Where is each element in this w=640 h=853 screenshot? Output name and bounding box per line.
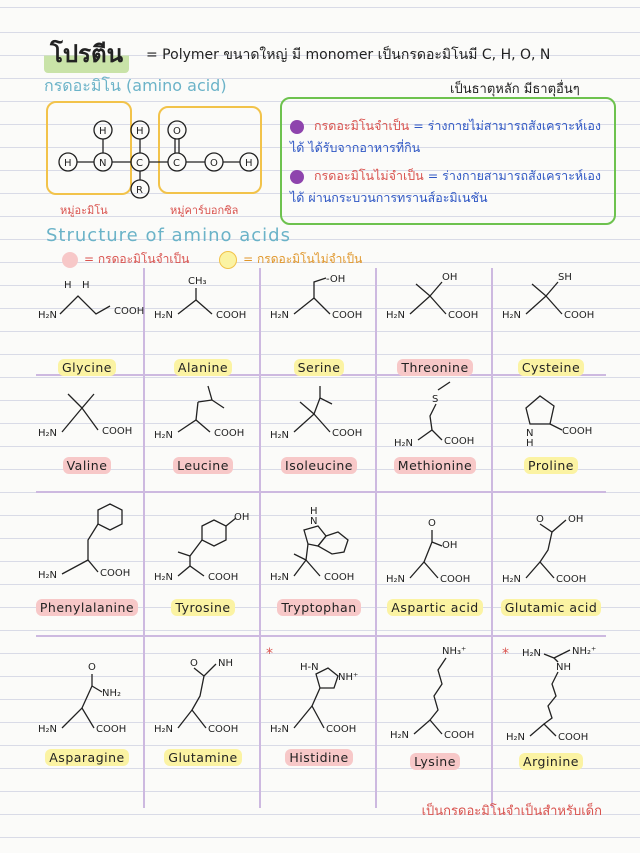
- aspartic-acid-structure: [380, 496, 490, 585]
- svg-text:COOH: COOH: [114, 306, 145, 317]
- svg-text:H: H: [526, 438, 534, 449]
- svg-text:H₂N: H₂N: [502, 310, 522, 321]
- svg-text:H: H: [245, 158, 253, 169]
- amino-acid-cell-alanine: [148, 270, 258, 386]
- svg-text:R: R: [136, 185, 143, 196]
- svg-text:COOH: COOH: [440, 574, 471, 585]
- amino-acid-name: Tyrosine: [148, 600, 258, 615]
- svg-text:O: O: [428, 518, 436, 529]
- amino-acid-name: Serine: [264, 360, 374, 375]
- phenylalanine-structure: [32, 496, 142, 582]
- cysteine-structure: [496, 270, 606, 356]
- svg-text:NH: NH: [556, 662, 571, 673]
- tryptophan-structure: [264, 496, 374, 582]
- svg-text:SH: SH: [558, 272, 572, 283]
- page-title: โปรตีน: [44, 34, 129, 73]
- svg-text:H₂N: H₂N: [390, 730, 410, 741]
- threonine-structure: [380, 270, 490, 356]
- svg-text:H: H: [136, 126, 144, 137]
- svg-text:C: C: [136, 158, 143, 169]
- svg-text:H₂N: H₂N: [386, 574, 406, 585]
- amino-acid-cell-lysine: [380, 640, 490, 769]
- pink-legend-label: = กรดอะมิโนจำเป็น: [84, 252, 190, 266]
- nonessential-meaning: = ร่างกายสามารถสังเคราะห์เองได้ ผ่านกระบวนการทรานส์อะมิเนชัน: [290, 168, 602, 205]
- grid-divider: [375, 268, 377, 808]
- amino-acid-cell-threonine: [380, 270, 490, 386]
- flower-icon: [290, 170, 304, 184]
- isoleucine-structure: [264, 380, 374, 466]
- amino-acid-cell-glutamine: [148, 640, 258, 765]
- amino-acid-cell-methionine: [380, 380, 490, 496]
- protein-definition: = Polymer ขนาดใหญ่ มี monomer เป็นกรดอะมิโนมี C, H, O, N: [146, 47, 551, 63]
- svg-text:H₂N: H₂N: [270, 430, 290, 441]
- svg-text:COOH: COOH: [564, 310, 595, 321]
- protein-definition-continued: เป็นธาตุหลัก มีธาตุอื่นๆ: [450, 82, 580, 97]
- svg-text:H₂N: H₂N: [38, 724, 58, 735]
- amino-acid-cell-proline: [496, 380, 606, 496]
- lysine-structure: [380, 640, 490, 741]
- svg-text:S: S: [432, 394, 439, 405]
- amino-acid-name: Phenylalanine: [32, 600, 142, 615]
- svg-text:OH: OH: [442, 272, 458, 283]
- amino-acid-name: Isoleucine: [264, 458, 374, 473]
- amino-acid-name: Leucine: [148, 458, 258, 473]
- grid-divider: [491, 268, 493, 808]
- svg-text:NH₃⁺: NH₃⁺: [442, 646, 467, 657]
- amino-acid-name: Glutamic acid: [496, 600, 606, 615]
- svg-text:C: C: [173, 158, 180, 169]
- amino-acid-name: Proline: [496, 458, 606, 473]
- amino-acid-name: Alanine: [148, 360, 258, 375]
- carboxyl-group-label: หมู่คาร์บอกซิล: [170, 204, 239, 217]
- amino-acid-name: Methionine: [380, 458, 490, 473]
- amino-acid-name: Cysteine: [496, 360, 606, 375]
- svg-text:H₂N: H₂N: [154, 572, 174, 583]
- svg-text:COOH: COOH: [100, 568, 131, 579]
- svg-text:H₂N: H₂N: [506, 732, 526, 743]
- amino-acid-cell-histidine: [264, 640, 374, 765]
- svg-text:H₂N: H₂N: [38, 310, 58, 321]
- svg-text:H₂N: H₂N: [38, 570, 58, 581]
- pink-legend-dot: [62, 252, 78, 268]
- svg-text:O: O: [210, 158, 218, 169]
- amino-acid-cell-leucine: [148, 380, 258, 496]
- valine-structure: [32, 380, 142, 466]
- svg-text:COOH: COOH: [208, 724, 239, 735]
- svg-text:COOH: COOH: [96, 724, 127, 735]
- svg-text:COOH: COOH: [562, 426, 593, 437]
- amino-acid-heading: กรดอะมิโน (amino acid): [44, 76, 227, 95]
- svg-text:COOH: COOH: [558, 732, 589, 743]
- svg-text:H₂N: H₂N: [502, 574, 522, 585]
- methionine-structure: [380, 380, 490, 466]
- svg-text:H₂N: H₂N: [270, 724, 290, 735]
- svg-text:H₂N: H₂N: [270, 572, 290, 583]
- svg-text:H₂N: H₂N: [522, 648, 542, 659]
- histidine-structure: [264, 640, 374, 735]
- alanine-structure: [148, 270, 258, 356]
- star-marker: *: [266, 646, 273, 662]
- grid-divider: [259, 268, 261, 808]
- svg-text:NH⁺: NH⁺: [338, 672, 359, 683]
- svg-text:COOH: COOH: [444, 730, 475, 741]
- svg-text:H₂N: H₂N: [270, 310, 290, 321]
- svg-text:COOH: COOH: [208, 572, 239, 583]
- asparagine-structure: [32, 640, 142, 735]
- amino-acid-name: Glutamine: [148, 750, 258, 765]
- svg-text:NH: NH: [218, 658, 233, 669]
- svg-text:OH: OH: [568, 514, 584, 525]
- svg-text:H₂N: H₂N: [394, 438, 414, 449]
- amino-acid-cell-aspartic-acid: [380, 496, 490, 615]
- glutamine-structure: [148, 640, 258, 735]
- svg-text:COOH: COOH: [324, 572, 355, 583]
- svg-text:H₂N: H₂N: [154, 724, 174, 735]
- svg-text:H: H: [64, 280, 72, 291]
- amino-acid-cell-glycine: [32, 270, 145, 386]
- svg-text:CH₃: CH₃: [188, 276, 207, 287]
- amino-acid-name: Glycine: [32, 360, 142, 375]
- tyrosine-structure: [148, 496, 258, 582]
- svg-text:H-N: H-N: [300, 662, 319, 673]
- yellow-legend-dot: [219, 251, 237, 269]
- grid-divider: [36, 635, 606, 637]
- svg-text:NH₂: NH₂: [102, 688, 122, 699]
- svg-text:H₂N: H₂N: [386, 310, 406, 321]
- amino-acid-name: Lysine: [380, 754, 490, 769]
- svg-text:H₂N: H₂N: [38, 428, 58, 439]
- amino-acid-cell-serine: [264, 270, 374, 386]
- serine-structure: [264, 270, 374, 356]
- amino-acid-cell-asparagine: [32, 640, 142, 765]
- svg-text:H: H: [310, 506, 318, 517]
- svg-text:H: H: [64, 158, 72, 169]
- svg-text:COOH: COOH: [214, 428, 245, 439]
- amino-acid-cell-cysteine: [496, 270, 606, 386]
- svg-text:O: O: [536, 514, 544, 525]
- svg-text:O: O: [190, 658, 198, 669]
- amino-acid-cell-phenylalanine: [32, 496, 142, 615]
- amino-acid-name: Valine: [32, 458, 142, 473]
- svg-text:COOH: COOH: [216, 310, 247, 321]
- nonessential-definition: [290, 165, 606, 209]
- svg-text:OH: OH: [442, 540, 458, 551]
- star-marker: *: [502, 646, 509, 662]
- flower-icon: [290, 120, 304, 134]
- svg-text:O: O: [88, 662, 96, 673]
- grid-divider: [143, 268, 145, 808]
- svg-text:N: N: [99, 158, 107, 169]
- svg-text:COOH: COOH: [556, 574, 587, 585]
- glutamic-acid-structure: [496, 496, 606, 585]
- arginine-structure: [496, 640, 606, 743]
- amino-acid-cell-isoleucine: [264, 380, 374, 496]
- leucine-structure: [148, 380, 258, 466]
- svg-text:COOH: COOH: [332, 428, 363, 439]
- essential-term: กรดอะมิโนจำเป็น: [313, 118, 410, 133]
- structure-title: Structure of amino acids: [46, 225, 291, 246]
- amino-acid-name: Histidine: [264, 750, 374, 765]
- general-structure-diagram: [50, 112, 264, 200]
- amino-acid-cell-tryptophan: [264, 496, 374, 615]
- nonessential-term: กรดอะมิโนไม่จำเป็น: [313, 168, 424, 183]
- svg-text:COOH: COOH: [332, 310, 363, 321]
- footer-note: เป็นกรดอะมิโนจำเป็นสำหรับเด็ก: [421, 804, 602, 819]
- svg-text:N: N: [526, 428, 534, 439]
- legend: [62, 250, 362, 270]
- glycine-structure: [32, 270, 145, 356]
- svg-text:COOH: COOH: [444, 436, 475, 447]
- amino-acid-name: Aspartic acid: [380, 600, 490, 615]
- svg-text:COOH: COOH: [448, 310, 479, 321]
- svg-text:COOH: COOH: [102, 426, 133, 437]
- svg-text:H₂N: H₂N: [154, 430, 174, 441]
- svg-text:COOH: COOH: [326, 724, 357, 735]
- svg-text:H: H: [82, 280, 90, 291]
- amino-group-label: หมู่อะมิโน: [60, 204, 108, 217]
- yellow-legend-label: = กรดอะมิโนไม่จำเป็น: [243, 252, 363, 266]
- svg-text:OH: OH: [234, 512, 250, 523]
- amino-acid-cell-valine: [32, 380, 142, 496]
- svg-text:H: H: [99, 126, 107, 137]
- amino-acid-cell-tyrosine: [148, 496, 258, 615]
- amino-acid-name: Threonine: [380, 360, 490, 375]
- svg-text:H₂N: H₂N: [154, 310, 174, 321]
- amino-acid-cell-glutamic-acid: [496, 496, 606, 615]
- svg-text:NH₂⁺: NH₂⁺: [572, 646, 597, 657]
- essential-meaning: = ร่างกายไม่สามารถสังเคราะห์เองได้ ได้รับจากอาหารที่กิน: [290, 118, 602, 155]
- essential-definition: [290, 115, 606, 159]
- proline-structure: [496, 380, 606, 466]
- essential-definitions: [290, 115, 606, 209]
- svg-text:O: O: [173, 126, 181, 137]
- amino-acid-name: Tryptophan: [264, 600, 374, 615]
- amino-acid-name: Asparagine: [32, 750, 142, 765]
- amino-acid-name: Arginine: [496, 754, 606, 769]
- svg-text:N: N: [310, 516, 318, 527]
- svg-text:-OH: -OH: [326, 274, 346, 285]
- amino-acid-cell-arginine: [496, 640, 606, 769]
